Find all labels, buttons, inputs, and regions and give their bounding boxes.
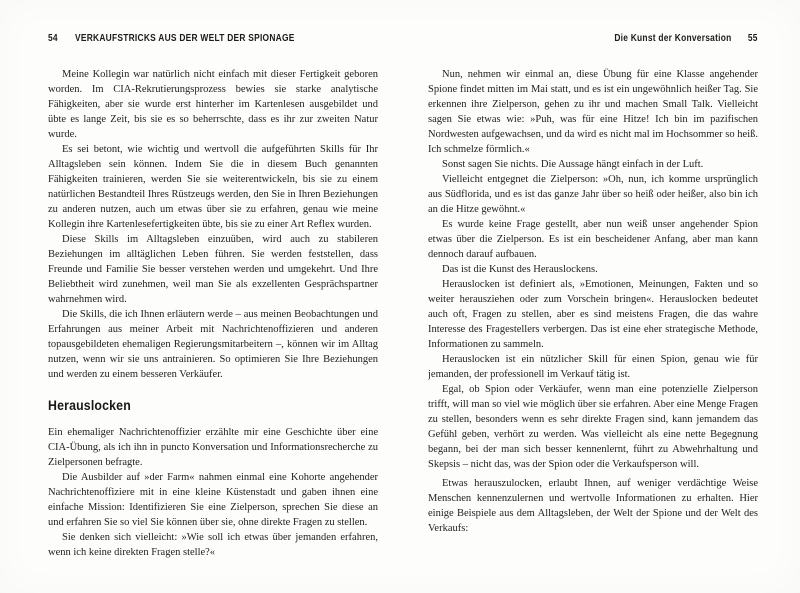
paragraph: Nun, nehmen wir einmal an, diese Übung für eine Klasse angehender Spione findet mitten im Mai statt, und es ist ein ungewöhnlich heißer Tag. Sie erkennen ihre Zielperson, gehen zu ihr und machen Small Talk. Vielleicht sagen Sie etwas wie: »Puh, was für eine Hitze! Ich bin im pazifischen Nordwesten aufgewachsen, und da wird es nicht mal im Hochsommer so heiß. Ich schmelze förmlich.« [428,69,758,155]
section-heading [48,397,378,413]
paragraph: Das ist die Kunst des Herauslockens. [442,264,598,275]
paragraph: Vielleicht entgegnet die Zielperson: »Oh, nun, ich komme ursprünglich aus Südflorida, und es ist das ganze Jahr über so heiß oder heißer, also bin ich an die Hitze gewöhnt.« [428,174,758,215]
paragraph: Es wurde keine Frage gestellt, aber nun weiß unser angehender Spion etwas über die Zielperson. Es ist ein bescheidener Anfang, aber man kann dennoch darauf aufbauen. [428,219,758,260]
page-number-right: 55 [748,33,758,44]
paragraph: Herauslocken ist ein nützlicher Skill für einen Spion, genau wie für jemanden, der professionell im Verkauf tätig ist. [428,354,758,380]
running-title-left: VERKAUFSTRICKS AUS DER WELT DER SPIONAGE [74,33,295,44]
paragraph: Ein ehemaliger Nachrichtenoffizier erzählte mir eine Geschichte über eine CIA-Übung, als ich ihn in puncto Konversation und Informationsrecherche zu Zielpersonen befragte. [48,427,378,468]
page-left [48,33,378,581]
paragraph: Meine Kollegin war natürlich nicht einfach mit dieser Fertigkeit geboren worden. Im CIA-Rekrutierungsprozess bewies sie starke analytische Fähigkeiten, aber sie wurde erst hinterher im Kartenlesen ausgebildet und übte es lange Zeit, bis sie es so beherrschte, dass es ihr zur zweiten Natur wurde. [48,69,378,140]
page-right [428,33,758,581]
paragraph: Diese Skills im Alltagsleben einzuüben, wird auch zu stabileren Beziehungen im alltäglichen Leben führen. Sie werden feststellen, dass Freunde und Familie Sie besser verstehen werden und umgekehrt. Und Ihre Beliebtheit wird zunehmen, weil man Sie als exzellenten Gesprächspartner wahrnehmen wird. [48,234,378,305]
page-body-right [428,67,758,536]
running-head-right [428,33,758,45]
section-heading-text: Herauslocken [48,397,131,413]
paragraph: Etwas herauszulocken, erlaubt Ihnen, auf weniger verdächtige Weise Menschen kennenzulernen und wertvolle Informationen zu erhalten. Hier einige Beispiele aus dem Alltagsleben, der Welt der Spione und der Welt des Verkaufs: [428,478,758,534]
paragraph: Egal, ob Spion oder Verkäufer, wenn man eine potenzielle Zielperson trifft, will man so viel wie möglich über sie erfahren. Aber eine Menge Fragen zu stellen, besonders wenn es sehr direkte Fragen sind, kann jemandem das Gefühl geben, verhört zu werden. Was vielleicht als eine nette Begegnung begann, bei der man sich besser kennenlernt, führt zu Abwehrhaltung und Skepsis – nicht das, was der Spion oder die Verkaufsperson will. [428,384,758,470]
paragraph: Sonst sagen Sie nichts. Die Aussage hängt einfach in der Luft. [442,159,704,170]
paragraph: Die Skills, die ich Ihnen erläutern werde – aus meinen Beobachtungen und Erfahrungen aus meiner Arbeit mit Nachrichtenoffizieren und anderen topausgebildeten ehemaligen Regierungsmitarbeitern –, können wir im Alltag nutzen, wenn wir sie uns antrainieren. So optimieren Sie Ihre Beziehungen und werden zu einem besseren Verkäufer. [48,309,378,380]
running-head-left [48,33,378,45]
paragraph: Es sei betont, wie wichtig und wertvoll die aufgeführten Skills für Ihr Alltagsleben sein können. Indem Sie die in diesem Buch genannten Fähigkeiten trainieren, werden Sie sie weiterentwickeln, bis sie zu einem natürlichen Bestandteil Ihres Rüstzeugs werden, den Sie in Ihren Beziehungen zu anderen nutzen, auch um etwas über sie zu erfahren, genau wie meine Kollegin ihre Kartenlesefertigkeiten übte, bis sie zu einer Art Reflex wurden. [48,144,378,230]
paragraph: Herauslocken ist definiert als, »Emotionen, Meinungen, Fakten und so weiter herausziehen oder zum Vorschein bringen«. Herauslocken bedeutet auch oft, Fragen zu stellen, aber es sind meistens Fragen, die das wahre Interesse des Fragestellers verbergen. Das ist eine eher strategische Methode, Informationen zu sammeln. [428,279,758,350]
page-number-left: 54 [48,33,58,44]
paragraph: Die Ausbilder auf »der Farm« nahmen einmal eine Kohorte angehender Nachrichtenoffiziere mit in eine kleine Küstenstadt und gaben ihnen eine einfache Mission: Identifizieren Sie eine Zielperson, sprechen Sie diese an und erfahren Sie so viel Sie können über sie, ohne direkte Fragen zu stellen. [48,472,378,528]
paragraph: Sie denken sich vielleicht: »Wie soll ich etwas über jemanden erfahren, wenn ich keine direkten Fragen stelle?« [48,532,378,558]
running-title-right: Die Kunst der Konversation [614,33,732,44]
page-body-left [48,67,378,560]
